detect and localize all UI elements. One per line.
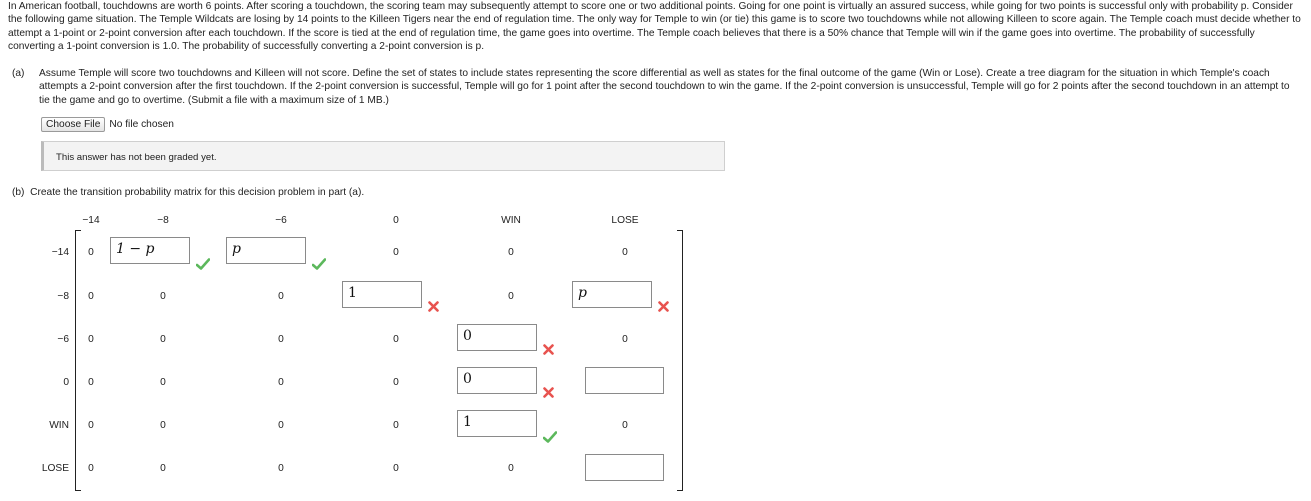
part-b-text: Create the transition probability matrix for this decision problem in part (a). <box>30 187 365 198</box>
matrix-cell: 0 <box>88 247 94 258</box>
col-header-win: WIN <box>501 215 521 226</box>
matrix-cell: 0 <box>88 463 94 474</box>
matrix-cell: 0 <box>393 334 399 345</box>
matrix-cell: 0 <box>160 420 166 431</box>
matrix-cell: 0 <box>160 377 166 388</box>
col-header-lose: LOSE <box>611 215 639 226</box>
col-header-neg14: −14 <box>82 215 100 226</box>
matrix-input[interactable]: 0 <box>457 324 537 351</box>
incorrect-x-icon <box>428 301 439 312</box>
matrix-input[interactable] <box>585 367 664 394</box>
matrix-input[interactable]: 1 <box>457 410 537 437</box>
incorrect-x-icon <box>543 344 554 355</box>
part-a <box>12 67 1297 107</box>
part-a-label: (a) <box>12 68 25 79</box>
matrix-cell: 0 <box>508 463 514 474</box>
row-label-neg14: −14 <box>51 247 69 258</box>
matrix-cell: 0 <box>278 334 284 345</box>
matrix-cell: 0 <box>393 247 399 258</box>
matrix-cell: 0 <box>622 247 628 258</box>
graded-notice-text: This answer has not been graded yet. <box>56 152 217 163</box>
matrix-input[interactable]: 1 − p <box>110 237 190 264</box>
file-status: No file chosen <box>109 118 174 130</box>
row-label-win: WIN <box>49 420 69 431</box>
matrix-cell: 0 <box>278 377 284 388</box>
correct-check-icon <box>196 258 210 270</box>
matrix-cell: 0 <box>393 377 399 388</box>
choose-file-button[interactable]: Choose File <box>41 117 105 132</box>
part-a-text: Assume Temple will score two touchdowns and Killeen will not score. Define the set of states to include states representing the score differential as well as states for the final outcome of the game (Win or Lose). Create a tree diagram for the situation in which Temple's coach attempts a 2-point conversion after the first touchdown. If the 2-point conversion is successful, Temple will go for 1 point after the second touchdown to win the game. If the 2-point conversion is unsuccessful, Temple will go for 2 points after the second touchdown in an attempt to tie the game and go to overtime. (Submit a file with a maximum size of 1 MB.) <box>39 68 1290 106</box>
matrix-cell: 0 <box>88 334 94 345</box>
matrix-input[interactable]: 0 <box>457 367 537 394</box>
matrix-cell: 0 <box>160 334 166 345</box>
matrix-input[interactable]: 1 <box>342 281 422 308</box>
row-label-0: 0 <box>63 377 69 388</box>
matrix-cell: 0 <box>393 420 399 431</box>
part-b-label: (b) <box>12 187 25 198</box>
correct-check-icon <box>312 258 326 270</box>
incorrect-x-icon <box>658 301 669 312</box>
matrix-cell: 0 <box>88 377 94 388</box>
matrix-cell: 0 <box>88 420 94 431</box>
matrix-cell: 0 <box>393 463 399 474</box>
matrix-cell: 0 <box>622 334 628 345</box>
col-header-neg8: −8 <box>157 215 169 226</box>
matrix-cell: 0 <box>622 420 628 431</box>
incorrect-x-icon <box>543 387 554 398</box>
col-header-neg6: −6 <box>275 215 287 226</box>
matrix-input[interactable]: p <box>226 237 306 264</box>
matrix-input[interactable]: p <box>572 281 652 308</box>
row-label-neg8: −8 <box>57 291 69 302</box>
row-label-lose: LOSE <box>41 463 69 474</box>
matrix-cell: 0 <box>160 291 166 302</box>
graded-notice <box>41 141 725 171</box>
matrix-cell: 0 <box>88 291 94 302</box>
file-upload <box>41 117 174 132</box>
matrix-cell: 0 <box>278 420 284 431</box>
matrix-left-bracket <box>75 230 81 491</box>
col-header-0: 0 <box>393 215 399 226</box>
matrix-input[interactable] <box>585 454 664 481</box>
correct-check-icon <box>543 431 557 443</box>
part-b-prompt <box>12 186 364 199</box>
matrix-cell: 0 <box>508 291 514 302</box>
matrix-cell: 0 <box>160 463 166 474</box>
matrix-right-bracket <box>677 230 683 491</box>
matrix-cell: 0 <box>278 291 284 302</box>
problem-intro: In American football, touchdowns are worth 6 points. After scoring a touchdown, the scoring team may subsequently attempt to score one or two additional points. Going for one point is virtually an assured success, while going for two points is successful only with probability p. Consider the following game situation. The Temple Wildcats are losing by 14 points to the Killeen Tigers near the end of regulation time. The only way for Temple to win (or tie) this game is to score two touchdowns while not allowing Killeen to score again. The Temple coach must decide whether to attempt a 1-point or 2-point conversion after each touchdown. If the score is tied at the end of regulation time, the game goes into overtime. The Temple coach believes that there is a 50% chance that Temple will win if the game goes into overtime. The probability of successfully converting a 1-point conversion is 1.0. The probability of successfully converting a 2-point conversion is p. <box>8 1 1301 53</box>
matrix-cell: 0 <box>508 247 514 258</box>
matrix-cell: 0 <box>278 463 284 474</box>
row-label-neg6: −6 <box>57 334 69 345</box>
